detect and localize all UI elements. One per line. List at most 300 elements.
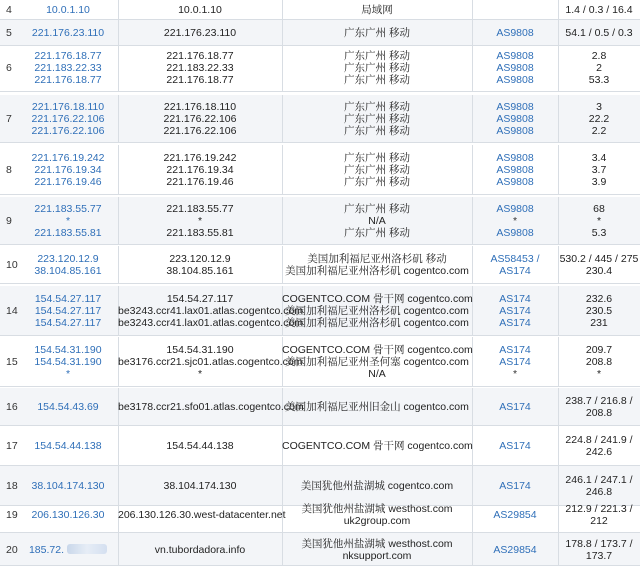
hostname-cell [118,286,304,335]
asn-link[interactable]: AS29854 [493,544,537,556]
asn-link-cell [472,388,558,425]
asn-link[interactable]: AS174 [499,440,531,452]
asn-link-line [472,62,558,74]
geo-location-line [282,317,472,329]
asn-link-line [472,253,558,265]
asn-link-cell [472,0,558,19]
ip-link-line [18,317,118,329]
hop-number-line [6,544,18,556]
hostname-cell [118,388,304,425]
hostname: 221.176.22.106 [163,113,237,125]
geo-location-line [282,74,472,86]
ip-link-cell [18,337,118,386]
ip-link[interactable]: 206.130.126.30 [31,509,105,521]
asn-link-cell [472,197,558,244]
hop-row [0,95,640,143]
geo-location: 广东广州 移动 [344,203,410,215]
latency: 238.7 / 216.8 / [565,395,633,407]
ip-link-cell [18,20,118,45]
ip-link-cell [18,0,118,19]
geo-location-line [282,4,472,16]
latency: 3.4 [591,152,607,164]
asn-link-line [472,401,558,413]
ip-link[interactable]: 154.54.44.138 [34,440,102,452]
hop-number-cell [0,426,18,465]
hop-number-line [6,480,18,492]
ip-link[interactable]: 221.176.18.110 [31,101,105,113]
hostname: 221.176.18.110 [163,101,237,113]
hostname-cell [118,533,282,565]
asn-link[interactable]: AS174 [499,317,531,329]
geo-location-cell [282,533,472,565]
hostname-line [118,215,282,227]
geo-location-cell [282,0,472,19]
ip-link-line [18,203,118,215]
hostname: vn.tubordadora.info [154,544,246,556]
hostname-line [118,265,282,277]
geo-location-line [282,101,472,113]
redacted-ip-mask [67,544,107,554]
latency: 232.6 [585,293,613,305]
geo-location-line [282,503,472,515]
hostname-cell [118,497,286,532]
hop-number-cell [0,533,18,565]
geo-location-cell [282,246,472,283]
ip-link-cell [18,95,118,142]
hostname: 221.183.22.33 [166,62,234,74]
asn-link-line [472,203,558,215]
hop-number-cell [0,246,18,283]
hostname: 221.183.55.81 [166,227,234,239]
latency: 3.9 [591,176,607,188]
geo-location: 广东广州 移动 [344,227,410,239]
asn-link[interactable]: AS58453 / [490,253,540,265]
hop-number-line [6,27,18,39]
asn-link-line [472,480,558,492]
latency-cell [558,95,640,142]
geo-location-line [282,203,472,215]
latency: 208.8 [585,356,613,368]
asn-link-cell [472,44,558,91]
latency: 230.4 [585,265,613,277]
ip-link-line [18,27,118,39]
hop-number-cell [0,197,18,244]
geo-location-line [282,515,472,527]
hop-number-cell [0,286,18,335]
hop-row [0,337,640,387]
hostname: 10.0.1.10 [178,4,222,16]
ip-link-cell [18,497,118,532]
asn-link[interactable]: AS9808 [496,152,534,164]
hostname-cell [118,337,303,386]
ip-link[interactable]: 221.183.55.77 [34,203,102,215]
geo-location: 美国加利福尼亚州圣何塞 cogentco.com [285,356,469,368]
asn-link-line [472,4,558,16]
latency-line [558,344,640,356]
ip-link: * [65,368,71,380]
asn-link-cell [472,95,558,142]
hostname: 221.176.19.46 [166,176,234,188]
ip-link[interactable]: 221.176.19.46 [34,176,102,188]
latency-cell [558,388,640,425]
geo-location-line [282,164,472,176]
asn-link-line [472,50,558,62]
asn-link-line [472,101,558,113]
latency-cell [558,533,640,565]
latency-line [558,550,640,562]
asn-link-line [472,125,558,137]
asn-link[interactable]: AS9808 [496,113,534,125]
hop-row [0,20,640,46]
latency: 2 [596,62,602,74]
hop-row [0,388,640,426]
latency: 173.7 [585,550,613,562]
asn-link-line [472,368,558,380]
hop-number: 15 [6,356,18,368]
latency-line [558,538,640,550]
geo-location-cell [282,20,472,45]
asn-link[interactable]: AS174 [499,344,531,356]
geo-location-line [282,344,472,356]
geo-location: COGENTCO.COM 骨干网 cogentco.com [282,440,473,452]
hostname-cell [118,95,282,142]
hostname-cell [118,246,282,283]
geo-location: 美国加利福尼亚州洛杉矶 移动 [307,253,447,265]
geo-location-line [282,215,472,227]
latency: 209.7 [585,344,613,356]
ip-link[interactable]: 221.176.18.77 [34,74,102,86]
geo-location: N/A [368,215,386,227]
ip-link-line [18,176,118,188]
latency-line [558,152,640,164]
asn-link[interactable]: AS9808 [496,27,534,39]
latency-cell [558,20,640,45]
asn-link[interactable]: AS9808 [496,203,534,215]
latency-line [558,101,640,113]
ip-link[interactable]: 221.176.19.34 [34,164,102,176]
hostname-line [118,62,282,74]
asn-link[interactable]: AS9808 [496,125,534,137]
asn-link[interactable]: AS9808 [496,164,534,176]
ip-link[interactable]: 221.176.19.242 [31,152,105,164]
latency-line [558,4,640,16]
geo-location-line [282,480,472,492]
hostname-cell [118,0,282,19]
geo-location-cell [282,426,472,465]
latency-line [558,395,640,407]
hostname-line [118,125,282,137]
ip-link[interactable]: 221.176.22.106 [31,113,105,125]
hostname-line [118,27,282,39]
ip-link-line [18,401,118,413]
hop-number-cell [0,95,18,142]
hop-row [0,286,640,336]
latency: * [596,368,602,380]
asn-link-line [472,440,558,452]
latency-line [558,305,640,317]
hostname: 223.120.12.9 [169,253,231,265]
hop-number-cell [0,145,18,194]
asn-link-line [472,176,558,188]
hop-number: 4 [6,4,12,16]
geo-location-line [282,368,472,380]
geo-location-line [282,538,472,550]
ip-link-line [18,164,118,176]
hop-row [0,497,640,533]
geo-location: 美国加利福尼亚州洛杉矶 cogentco.com [285,265,469,277]
asn-link-cell [472,246,558,283]
latency: 208.8 [585,407,613,419]
asn-link[interactable]: AS174 [499,356,531,368]
hop-number-line [6,113,18,125]
geo-location-line [282,176,472,188]
ip-link: * [65,215,71,227]
geo-location-line [282,305,472,317]
ip-link-line [18,62,118,74]
hop-number-cell [0,20,18,45]
hostname: 38.104.174.130 [163,480,237,492]
latency-line [558,62,640,74]
ip-link[interactable]: 221.183.22.33 [34,62,102,74]
hop-number-cell [0,388,18,425]
latency: * [596,215,602,227]
latency: 212.9 / 221.3 / [565,503,633,515]
hostname-line [118,356,303,368]
ip-link[interactable]: 221.176.23.110 [31,27,105,39]
hop-number: 19 [6,509,18,521]
latency-line [558,113,640,125]
latency: 212 [590,515,608,527]
ip-link[interactable]: 221.176.22.106 [31,125,105,137]
geo-location: 美国犹他州盐湖城 westhost.com [301,503,453,515]
asn-link-cell [472,426,558,465]
hostname-line [118,203,282,215]
hop-number-line [6,4,18,16]
geo-location-line [282,293,472,305]
latency-line [558,203,640,215]
asn-link-line [472,27,558,39]
hop-number-cell [0,44,18,91]
hostname-line [118,544,282,556]
ip-link[interactable]: 38.104.85.161 [34,265,102,277]
geo-location: 广东广州 移动 [344,125,410,137]
latency-line [558,446,640,458]
latency-line [558,27,640,39]
ip-link-cell [18,286,118,335]
ip-link[interactable]: 221.183.55.81 [34,227,102,239]
hostname-line [118,401,304,413]
hostname: 221.176.22.106 [163,125,237,137]
latency: 22.2 [588,113,610,125]
hostname: be3243.ccr41.lax01.atlas.cogentco.com [118,317,304,329]
asn-link[interactable]: AS174 [499,480,531,492]
hostname: * [197,368,203,380]
asn-link-line [472,74,558,86]
latency-cell [558,337,640,386]
hostname-line [118,305,304,317]
geo-location: uk2group.com [343,515,411,527]
geo-location: COGENTCO.COM 骨干网 cogentco.com [282,344,473,356]
ip-link-line [18,356,118,368]
hostname: 221.183.55.77 [166,203,234,215]
latency-line [558,293,640,305]
hostname-cell [118,20,282,45]
latency: 231 [590,317,608,329]
ip-link[interactable]: 10.0.1.10 [46,4,90,16]
geo-location-cell [282,44,472,91]
ip-link[interactable]: 154.54.27.117 [34,305,102,317]
hop-number: 6 [6,62,12,74]
asn-link[interactable]: AS9808 [496,74,534,86]
hostname: 154.54.44.138 [166,440,234,452]
asn-link[interactable]: AS9808 [496,176,534,188]
asn-link[interactable]: AS174 [499,305,531,317]
hostname-line [118,509,286,521]
ip-link-line [18,50,118,62]
geo-location: 美国加利福尼亚州旧金山 cogentco.com [285,401,469,413]
hop-row [0,426,640,466]
ip-link[interactable]: 223.120.12.9 [37,253,99,265]
ip-link-line [18,509,118,521]
ip-link-line [18,113,118,125]
asn-link-line [472,544,558,556]
hop-number: 10 [6,259,18,271]
ip-link-line [18,227,118,239]
latency-line [558,265,640,277]
hop-row [0,44,640,92]
hostname: be3243.ccr41.lax01.atlas.cogentco.com [118,305,304,317]
hostname: 221.176.19.242 [163,152,237,164]
hop-number-line [6,509,18,521]
latency-line [558,317,640,329]
asn-link[interactable]: AS174 [499,265,531,277]
ip-link[interactable]: 185.72. [28,544,65,556]
ip-link-line [18,125,118,137]
ip-link[interactable]: 154.54.31.190 [34,344,102,356]
geo-location: 广东广州 移动 [344,62,410,74]
ip-link-line [18,344,118,356]
asn-link-line [472,317,558,329]
asn-link-line [472,152,558,164]
ip-link[interactable]: 38.104.174.130 [31,480,105,492]
ip-link[interactable]: 154.54.27.117 [34,317,102,329]
latency-line [558,356,640,368]
geo-location-line [282,113,472,125]
asn-link[interactable]: AS174 [499,293,531,305]
hostname: 206.130.126.30.west-datacenter.net [118,509,286,521]
asn-link-line [472,509,558,521]
asn-link-cell [472,533,558,565]
asn-link-cell [472,20,558,45]
geo-location: nksupport.com [342,550,412,562]
hostname: 221.176.18.77 [166,50,234,62]
geo-location: 广东广州 移动 [344,113,410,125]
ip-link[interactable]: 154.54.43.69 [37,401,99,413]
latency: 246.1 / 247.1 / [565,474,633,486]
ip-link-cell [18,426,118,465]
geo-location: 广东广州 移动 [344,50,410,62]
ip-link[interactable]: 221.176.18.77 [34,50,102,62]
hop-number: 16 [6,401,18,413]
hop-row [0,533,640,566]
hop-row [0,145,640,195]
asn-link-line [472,227,558,239]
hop-row [0,197,640,245]
asn-link: * [512,215,518,227]
hop-number: 7 [6,113,12,125]
latency: 68 [593,203,605,215]
hostname-line [118,227,282,239]
latency-line [558,474,640,486]
geo-location-line [282,50,472,62]
latency: 230.5 [585,305,613,317]
hostname-cell [118,44,282,91]
ip-link-line [18,253,118,265]
latency-cell [558,497,640,532]
latency-line [558,368,640,380]
asn-link-cell [472,337,558,386]
hostname-line [118,74,282,86]
asn-link-line [472,215,558,227]
latency-line [558,503,640,515]
latency-cell [558,0,640,19]
hostname-line [118,4,282,16]
hop-number-line [6,305,18,317]
ip-link[interactable]: 154.54.27.117 [34,293,102,305]
geo-location: 广东广州 移动 [344,101,410,113]
asn-link[interactable]: AS9808 [496,62,534,74]
latency: 2.8 [591,50,607,62]
asn-link-line [472,164,558,176]
hostname: be3178.ccr21.sfo01.atlas.cogentco.com [118,401,304,413]
hop-row [0,0,640,20]
asn-link[interactable]: AS9808 [496,227,534,239]
ip-link-line [18,305,118,317]
geo-location: 美国加利福尼亚州洛杉矶 cogentco.com [285,305,469,317]
hostname-line [118,101,282,113]
hostname: 221.176.18.77 [166,74,234,86]
geo-location: 美国加利福尼亚州洛杉矶 cogentco.com [285,317,469,329]
asn-link-cell [472,145,558,194]
hostname: 221.176.23.110 [163,27,237,39]
asn-link-line [472,265,558,277]
hostname-cell [118,145,282,194]
geo-location: 局域网 [361,4,393,16]
asn-link-line [472,356,558,368]
latency: 5.3 [591,227,607,239]
latency-line [558,407,640,419]
asn-link-line [472,344,558,356]
ip-link-cell [18,44,118,91]
ip-link[interactable]: 154.54.31.190 [34,356,102,368]
latency: 54.1 / 0.5 / 0.3 [565,27,633,39]
hostname-line [118,440,282,452]
asn-link[interactable]: AS9808 [496,101,534,113]
hop-number-line [6,356,18,368]
hostname-line [118,368,282,380]
asn-link[interactable]: AS9808 [496,50,534,62]
asn-link[interactable]: AS174 [499,401,531,413]
asn-link[interactable]: AS29854 [493,509,537,521]
hop-number-cell [0,0,18,19]
latency: 53.3 [588,74,610,86]
latency-line [558,176,640,188]
ip-link-line [18,215,118,227]
latency-line [558,164,640,176]
hop-number: 17 [6,440,18,452]
latency-cell [558,426,640,465]
ip-link-line [18,101,118,113]
